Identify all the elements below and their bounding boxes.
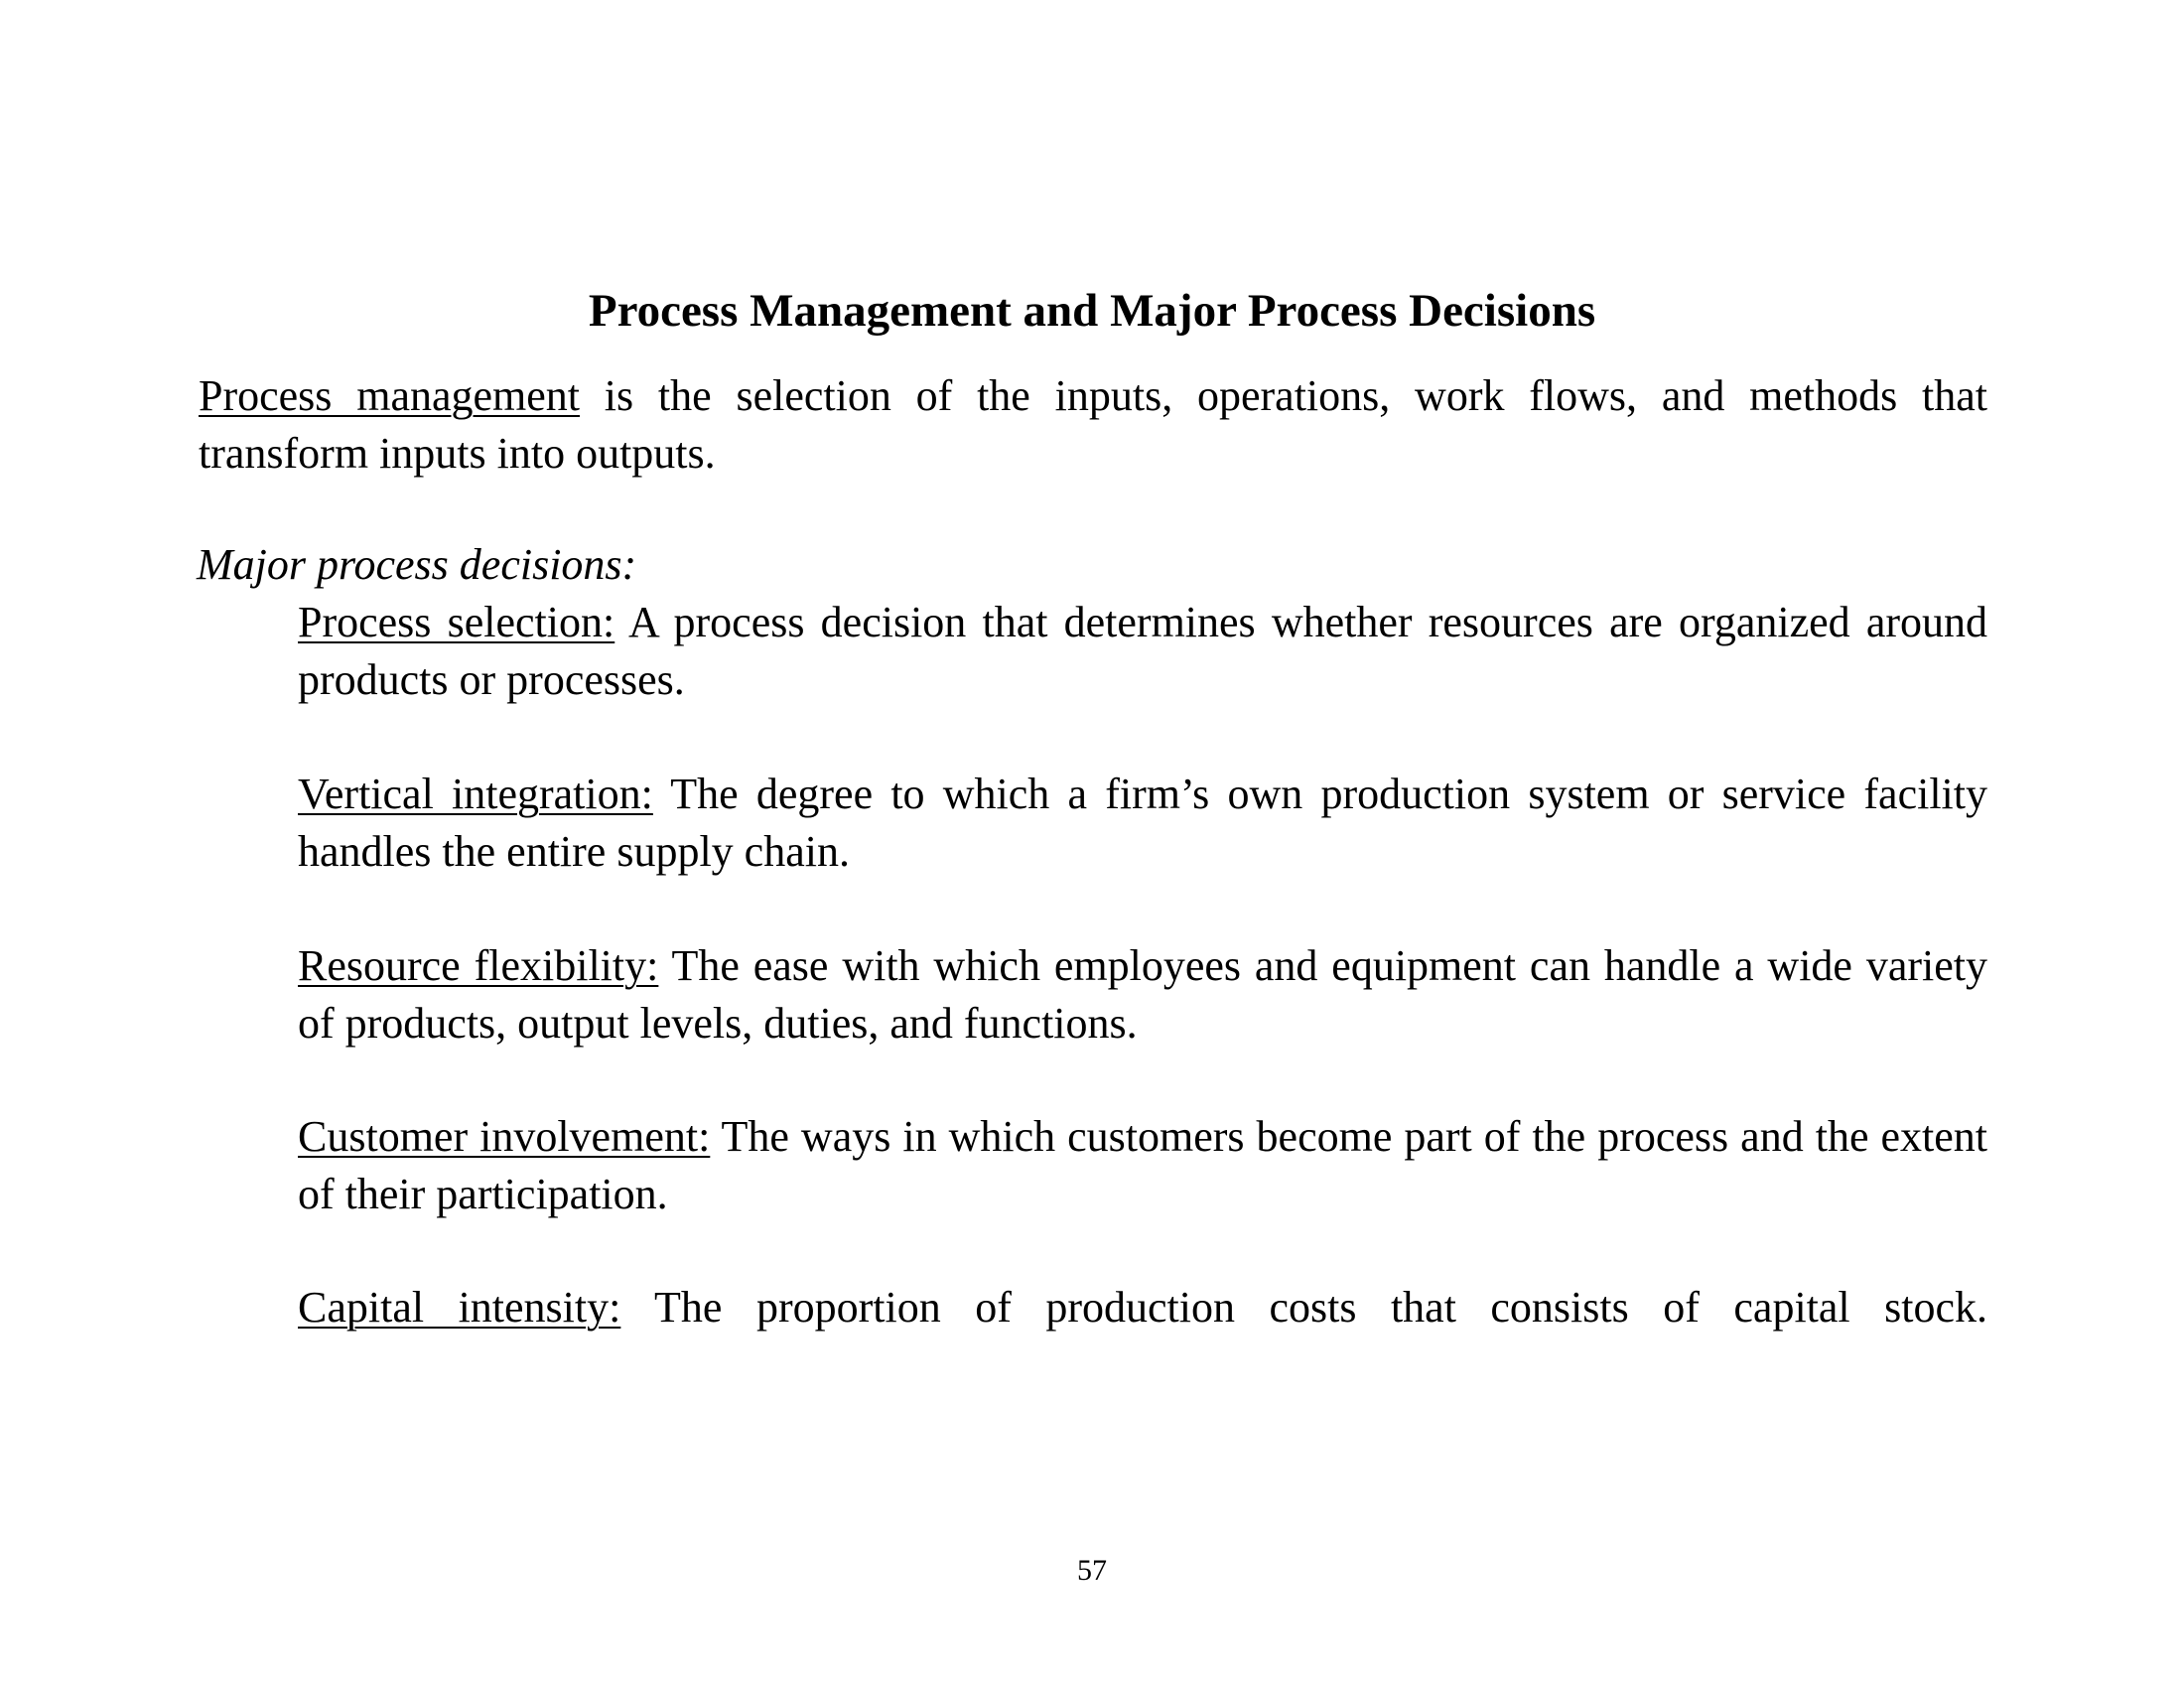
major-decisions-heading: Major process decisions: bbox=[197, 540, 637, 589]
process-management-definition bbox=[199, 367, 1987, 483]
decision-item-process-selection bbox=[298, 594, 1987, 709]
decision-term: Process selection: bbox=[298, 598, 615, 646]
page-number: 57 bbox=[1077, 1554, 1107, 1587]
definition-term: Process management bbox=[199, 371, 581, 420]
decision-term: Capital intensity: bbox=[298, 1283, 621, 1332]
decision-term: Resource flexibility: bbox=[298, 941, 659, 990]
decision-term: Vertical integration: bbox=[298, 770, 653, 818]
decision-term: Customer involvement: bbox=[298, 1112, 711, 1161]
decision-item-customer-involvement bbox=[298, 1108, 1987, 1223]
decision-text: The ease with which employees and equipment can handle a wide variety of products, output levels, duties, and functions. bbox=[298, 941, 1988, 1048]
definition-text: is the selection of the inputs, operations, work flows, and methods that transform inputs into outputs. bbox=[199, 371, 1988, 478]
decision-text: A process decision that determines whether resources are organized around products or processes. bbox=[298, 598, 1988, 704]
decision-item-resource-flexibility bbox=[298, 937, 1987, 1053]
page-title: Process Management and Major Process Decisions bbox=[588, 285, 1596, 338]
decision-text: The proportion of production costs that consists of capital stock. bbox=[620, 1283, 1988, 1332]
decision-item-vertical-integration bbox=[298, 766, 1987, 881]
decision-item-capital-intensity bbox=[298, 1279, 1987, 1336]
decision-text: The degree to which a firm’s own production system or service facility handles the entire supply chain. bbox=[298, 770, 1987, 876]
decision-text: The ways in which customers become part of the process and the extent of their participation. bbox=[298, 1112, 1987, 1218]
